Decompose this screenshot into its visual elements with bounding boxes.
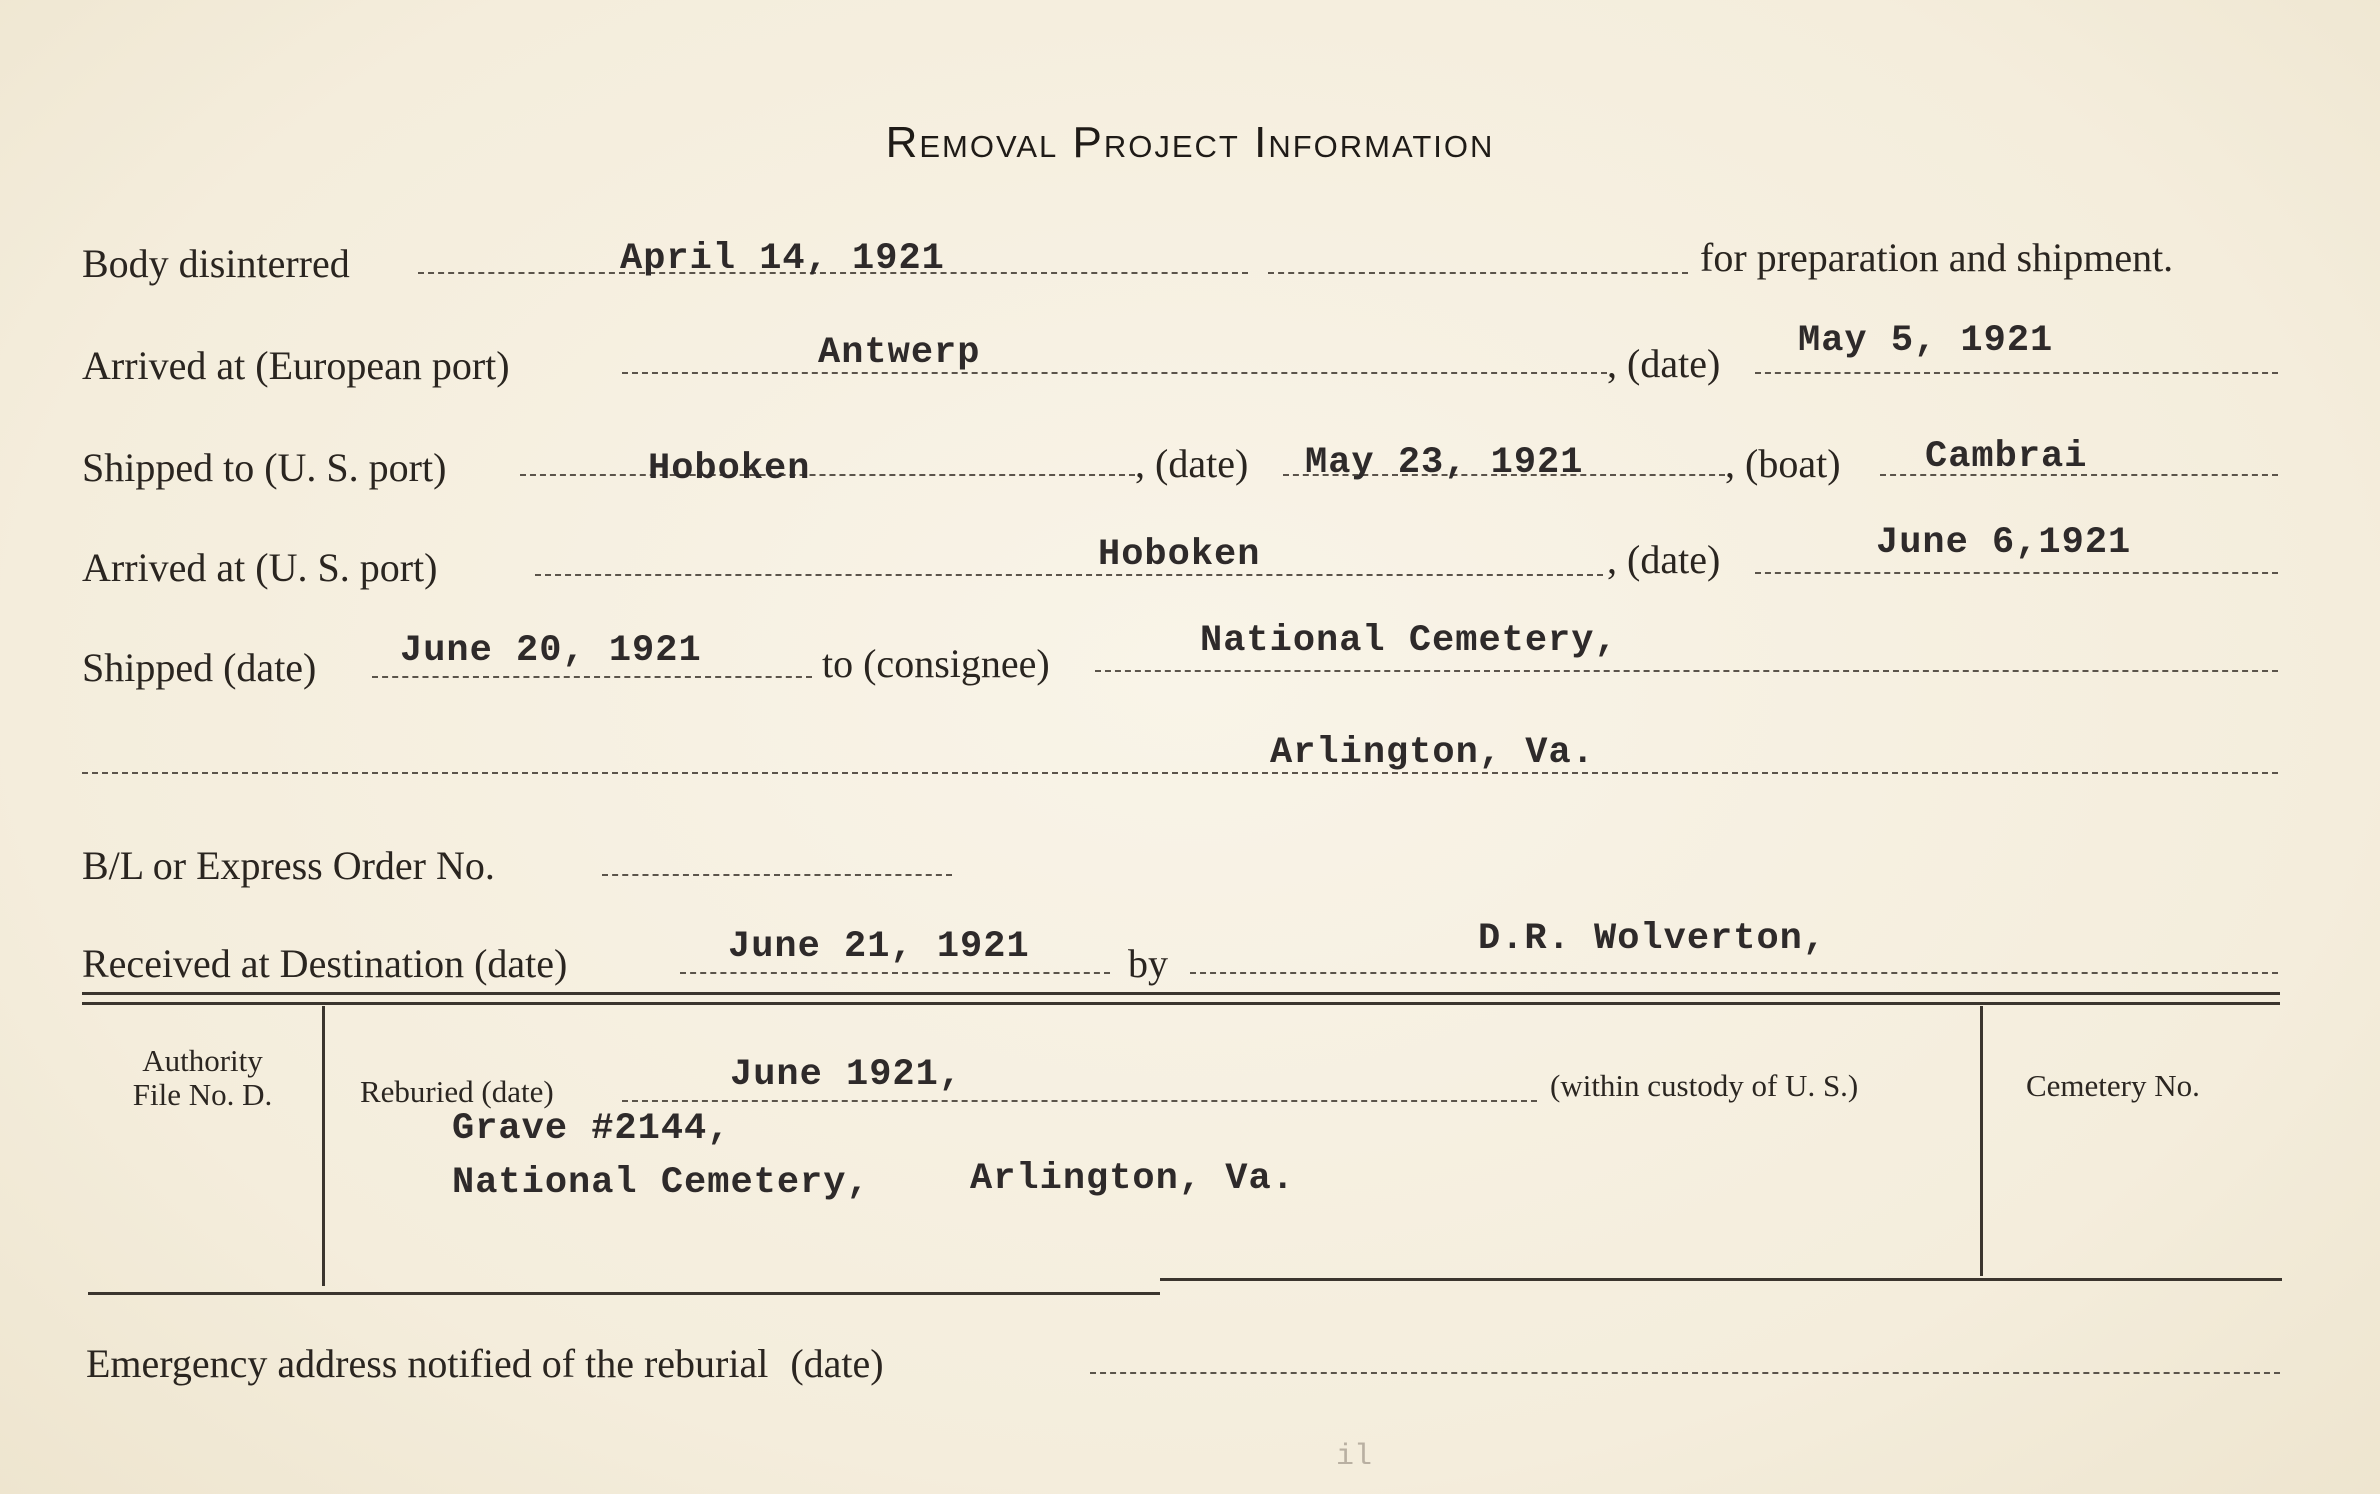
field-line bbox=[1268, 272, 1688, 274]
shipped-date-value-2: June 20, 1921 bbox=[400, 630, 702, 672]
field-line bbox=[680, 972, 1110, 974]
received-date-value: June 21, 1921 bbox=[728, 926, 1030, 968]
european-arrival-date-value: May 5, 1921 bbox=[1798, 320, 2054, 362]
shipped-date-value: May 23, 1921 bbox=[1305, 442, 1584, 484]
label-emergency-address bbox=[86, 1340, 884, 1387]
label-cemetery-no: Cemetery No. bbox=[2026, 1068, 2200, 1103]
label-boat: , (boat) bbox=[1725, 441, 1841, 486]
emergency-label-text: Emergency address notified of the reburial bbox=[86, 1341, 769, 1386]
arrived-us-port-value: Hoboken bbox=[1098, 534, 1261, 576]
emergency-date-field bbox=[1090, 1372, 2280, 1374]
field-line bbox=[622, 372, 1607, 374]
field-line bbox=[1755, 372, 2278, 374]
label-preparation-shipment: for preparation and shipment. bbox=[1700, 235, 2174, 280]
label-received-destination: Received at Destination (date) bbox=[82, 941, 568, 986]
box-divider-left bbox=[322, 1006, 325, 1286]
label-by: by bbox=[1128, 941, 1168, 986]
field-line bbox=[372, 676, 812, 678]
label-reburied-date: Reburied (date) bbox=[360, 1074, 554, 1109]
label-body-disinterred: Body disinterred bbox=[82, 241, 350, 286]
file-no-label: File No. D. bbox=[132, 1077, 273, 1112]
field-line bbox=[1190, 972, 2278, 974]
emergency-date-label: (date) bbox=[790, 1341, 884, 1386]
label-arrived-us-port: Arrived at (U. S. port) bbox=[82, 545, 438, 590]
label-custody: (within custody of U. S.) bbox=[1550, 1068, 1859, 1103]
label-consignee: to (consignee) bbox=[822, 641, 1050, 686]
reburial-location-value-b: Arlington, Va. bbox=[970, 1158, 1295, 1200]
label-date: , (date) bbox=[1607, 537, 1721, 582]
european-port-value: Antwerp bbox=[818, 332, 981, 374]
box-divider-right bbox=[1980, 1006, 1983, 1276]
field-line bbox=[535, 574, 1603, 576]
reburial-location-value-a: National Cemetery, bbox=[452, 1162, 870, 1204]
field-line bbox=[622, 1100, 1537, 1102]
consignee-value-line2: Arlington, Va. bbox=[1270, 732, 1595, 774]
field-line bbox=[1755, 572, 2278, 574]
disinterred-date-value: April 14, 1921 bbox=[620, 238, 945, 280]
bl-order-field bbox=[602, 874, 952, 876]
field-line bbox=[520, 474, 1135, 476]
field-line bbox=[82, 772, 2278, 774]
footer-mark: il bbox=[1336, 1440, 1373, 1474]
boat-value: Cambrai bbox=[1925, 436, 2088, 478]
authority-label: Authority bbox=[142, 1043, 263, 1078]
authority-file-label bbox=[90, 1044, 315, 1112]
received-by-value: D.R. Wolverton, bbox=[1478, 918, 1827, 960]
field-line bbox=[1095, 670, 2278, 672]
label-date: , (date) bbox=[1135, 441, 1249, 486]
shipped-us-port-value: Hoboken bbox=[648, 448, 811, 490]
box-top-rule bbox=[82, 992, 2280, 995]
arrived-us-date-value: June 6,1921 bbox=[1876, 522, 2132, 564]
box-top-rule-2 bbox=[82, 1002, 2280, 1005]
box-bottom-rule-left bbox=[88, 1292, 1160, 1295]
consignee-value-line1: National Cemetery, bbox=[1200, 620, 1618, 662]
label-date: , (date) bbox=[1607, 341, 1721, 386]
page-title: Removal Project Information bbox=[885, 118, 1495, 167]
label-bl-order: B/L or Express Order No. bbox=[82, 843, 495, 888]
label-shipped-us-port: Shipped to (U. S. port) bbox=[82, 445, 447, 490]
reburied-date-value: June 1921, bbox=[730, 1054, 963, 1096]
label-shipped-date: Shipped (date) bbox=[82, 645, 317, 690]
box-bottom-rule-right bbox=[1160, 1278, 2282, 1281]
grave-number-value: Grave #2144, bbox=[452, 1108, 731, 1150]
label-arrived-european-port: Arrived at (European port) bbox=[82, 343, 510, 388]
